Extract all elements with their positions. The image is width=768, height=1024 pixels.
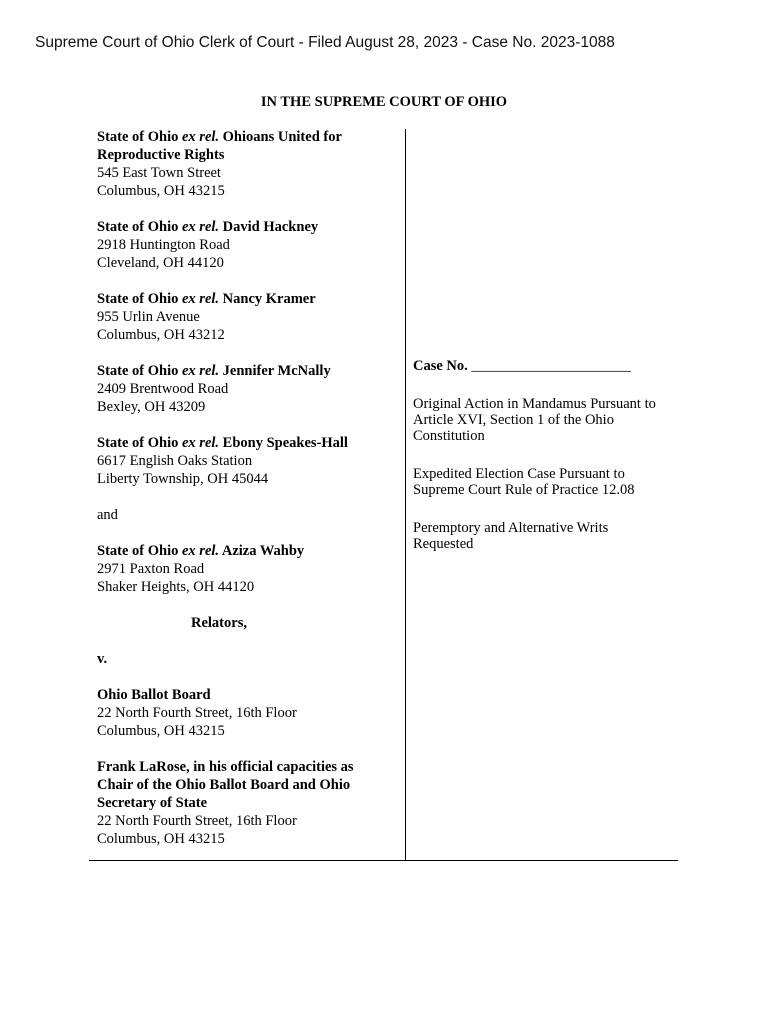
relator-address-line1: 6617 English Oaks Station <box>97 453 253 469</box>
action-description: Original Action in Mandamus Pursuant to Article XVI, Section 1 of the Ohio Constitution <box>413 396 656 444</box>
relator-address-line2: Shaker Heights, OH 44120 <box>97 579 255 595</box>
relator-name: State of Ohio ex rel. David Hackney <box>97 219 319 235</box>
relator-address-line2: Columbus, OH 43215 <box>97 183 225 199</box>
case-number <box>413 358 713 374</box>
writs-description: Peremptory and Alternative Writs Requested <box>413 520 609 552</box>
relator-name: State of Ohio ex rel. Aziza Wahby <box>97 543 305 559</box>
respondent-name-cont: Chair of the Ohio Ballot Board and Ohio <box>97 777 351 793</box>
respondent-block <box>97 686 397 740</box>
relator-block <box>97 362 397 416</box>
respondent-address-line2: Columbus, OH 43215 <box>97 723 225 739</box>
relator-address-line1: 2971 Paxton Road <box>97 561 205 577</box>
relator-address-line2: Liberty Township, OH 45044 <box>97 471 269 487</box>
respondent-address-line1: 22 North Fourth Street, 16th Floor <box>97 813 297 829</box>
conjunction-and: and <box>97 507 118 523</box>
relator-block <box>97 128 397 200</box>
caption-divider-vertical <box>405 129 406 860</box>
relator-name: State of Ohio ex rel. Ebony Speakes-Hall <box>97 435 348 451</box>
relator-address-line2: Cleveland, OH 44120 <box>97 255 224 271</box>
case-info <box>413 358 713 574</box>
versus: v. <box>97 651 108 667</box>
relator-address-line1: 955 Urlin Avenue <box>97 309 200 325</box>
relator-block <box>97 218 397 272</box>
case-number-label: Case No. <box>413 358 468 374</box>
relator-block <box>97 434 397 488</box>
relators-label: Relators, <box>191 615 247 631</box>
court-title: IN THE SUPREME COURT OF OHIO <box>260 94 508 110</box>
relator-address-line1: 545 East Town Street <box>97 165 221 181</box>
respondent-block <box>97 758 397 848</box>
respondent-name-cont: Secretary of State <box>97 795 208 811</box>
relator-block <box>97 290 397 344</box>
respondent-address-line1: 22 North Fourth Street, 16th Floor <box>97 705 297 721</box>
relator-name: State of Ohio ex rel. Jennifer McNally <box>97 363 331 379</box>
filing-header: Supreme Court of Ohio Clerk of Court - Filed August 28, 2023 - Case No. 2023-1088 <box>35 34 615 51</box>
caption-parties <box>97 128 397 866</box>
relator-address-line1: 2409 Brentwood Road <box>97 381 229 397</box>
relator-address-line2: Bexley, OH 43209 <box>97 399 206 415</box>
relator-name-cont: Reproductive Rights <box>97 147 225 163</box>
case-number-blank: ______________________ <box>467 358 631 374</box>
caption-divider-horizontal <box>89 860 678 861</box>
respondent-name: Frank LaRose, in his official capacities as <box>97 759 354 775</box>
relator-name: State of Ohio ex rel. Nancy Kramer <box>97 291 316 307</box>
relator-address-line1: 2918 Huntington Road <box>97 237 230 253</box>
respondent-name: Ohio Ballot Board <box>97 687 211 703</box>
relator-name: State of Ohio ex rel. Ohioans United for <box>97 129 342 145</box>
respondent-address-line2: Columbus, OH 43215 <box>97 831 225 847</box>
relator-block <box>97 542 397 596</box>
expedited-description: Expedited Election Case Pursuant to Supreme Court Rule of Practice 12.08 <box>413 466 635 498</box>
relator-address-line2: Columbus, OH 43212 <box>97 327 225 343</box>
